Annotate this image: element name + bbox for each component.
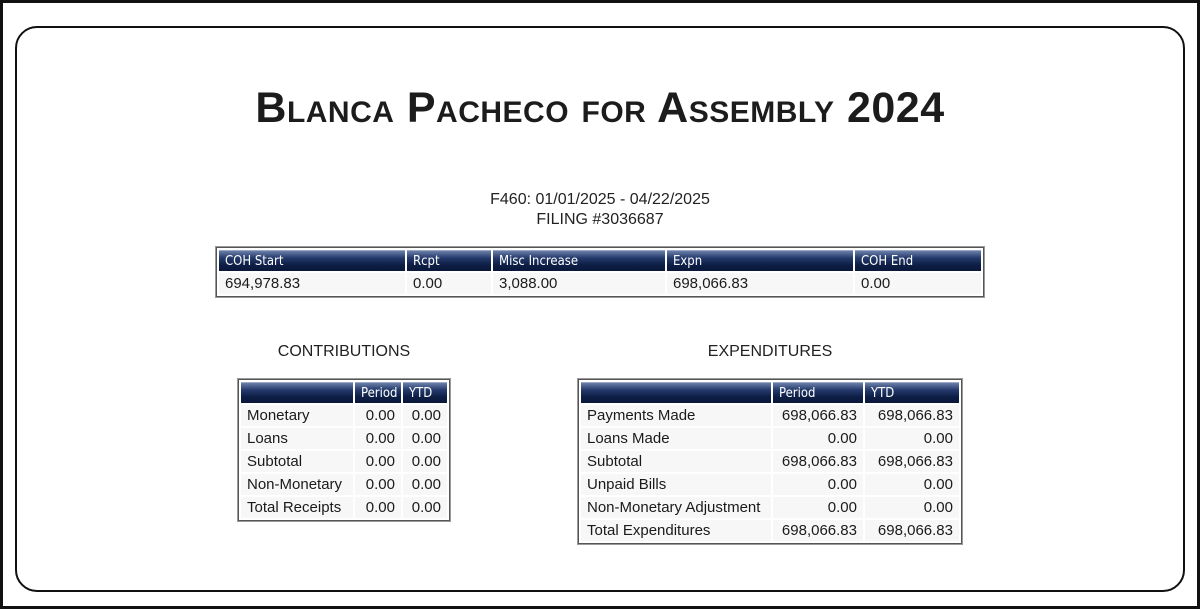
table-row <box>581 520 959 541</box>
ytd-value: 0.00 <box>403 497 447 518</box>
period-value: 0.00 <box>773 428 863 449</box>
row-label: Loans <box>241 428 353 449</box>
column-header: Period <box>773 382 863 403</box>
expenditures-heading: EXPENDITURES <box>707 343 833 360</box>
coh-end-value: 0.00 <box>855 273 981 294</box>
ytd-value: 0.00 <box>865 474 959 495</box>
table-row <box>581 428 959 449</box>
ytd-value: 0.00 <box>865 428 959 449</box>
page-title: Blanca Pacheco for Assembly 2024 <box>255 84 945 132</box>
column-header: YTD <box>403 382 447 403</box>
ytd-value: 0.00 <box>403 451 447 472</box>
table-header-row <box>581 382 959 403</box>
table-row <box>581 474 959 495</box>
ytd-value: 0.00 <box>865 497 959 518</box>
row-label: Unpaid Bills <box>581 474 771 495</box>
column-header: COH End <box>855 250 981 271</box>
column-header <box>581 382 771 403</box>
receipts-value: 0.00 <box>407 273 491 294</box>
column-header <box>241 382 353 403</box>
ytd-value: 698,066.83 <box>865 451 959 472</box>
ytd-value: 0.00 <box>403 474 447 495</box>
table-row <box>219 273 981 294</box>
table-header-row <box>219 250 981 271</box>
period-value: 0.00 <box>355 497 401 518</box>
column-header: Expn <box>667 250 853 271</box>
filing-period: F460: 01/01/2025 - 04/22/2025 <box>490 191 710 208</box>
period-value: 0.00 <box>355 474 401 495</box>
period-value: 698,066.83 <box>773 405 863 426</box>
column-header: Period <box>355 382 401 403</box>
column-header: Misc Increase <box>493 250 665 271</box>
row-label: Subtotal <box>581 451 771 472</box>
period-value: 698,066.83 <box>773 520 863 541</box>
row-label: Total Receipts <box>241 497 353 518</box>
filing-number: FILING #3036687 <box>536 211 664 228</box>
table-header-row <box>241 382 447 403</box>
cash-summary-table <box>216 247 984 297</box>
expenditures-table <box>578 379 962 544</box>
row-label: Payments Made <box>581 405 771 426</box>
row-label: Loans Made <box>581 428 771 449</box>
table-row <box>241 497 447 518</box>
table-row <box>581 405 959 426</box>
row-label: Subtotal <box>241 451 353 472</box>
contributions-table <box>238 379 450 521</box>
period-value: 0.00 <box>355 405 401 426</box>
ytd-value: 698,066.83 <box>865 520 959 541</box>
period-value: 0.00 <box>773 474 863 495</box>
contributions-heading: CONTRIBUTIONS <box>277 343 411 360</box>
row-label: Non-Monetary Adjustment <box>581 497 771 518</box>
expenditures-value: 698,066.83 <box>667 273 853 294</box>
table-row <box>241 405 447 426</box>
table-row <box>241 428 447 449</box>
table-row <box>581 497 959 518</box>
row-label: Total Expenditures <box>581 520 771 541</box>
ytd-value: 0.00 <box>403 428 447 449</box>
period-value: 0.00 <box>355 451 401 472</box>
table-row <box>581 451 959 472</box>
ytd-value: 698,066.83 <box>865 405 959 426</box>
coh-start-value: 694,978.83 <box>219 273 405 294</box>
misc-increase-value: 3,088.00 <box>493 273 665 294</box>
period-value: 0.00 <box>773 497 863 518</box>
ytd-value: 0.00 <box>403 405 447 426</box>
table-row <box>241 451 447 472</box>
column-header: Rcpt <box>407 250 491 271</box>
column-header: COH Start <box>219 250 405 271</box>
row-label: Monetary <box>241 405 353 426</box>
table-row <box>241 474 447 495</box>
row-label: Non-Monetary <box>241 474 353 495</box>
column-header: YTD <box>865 382 959 403</box>
period-value: 0.00 <box>355 428 401 449</box>
period-value: 698,066.83 <box>773 451 863 472</box>
